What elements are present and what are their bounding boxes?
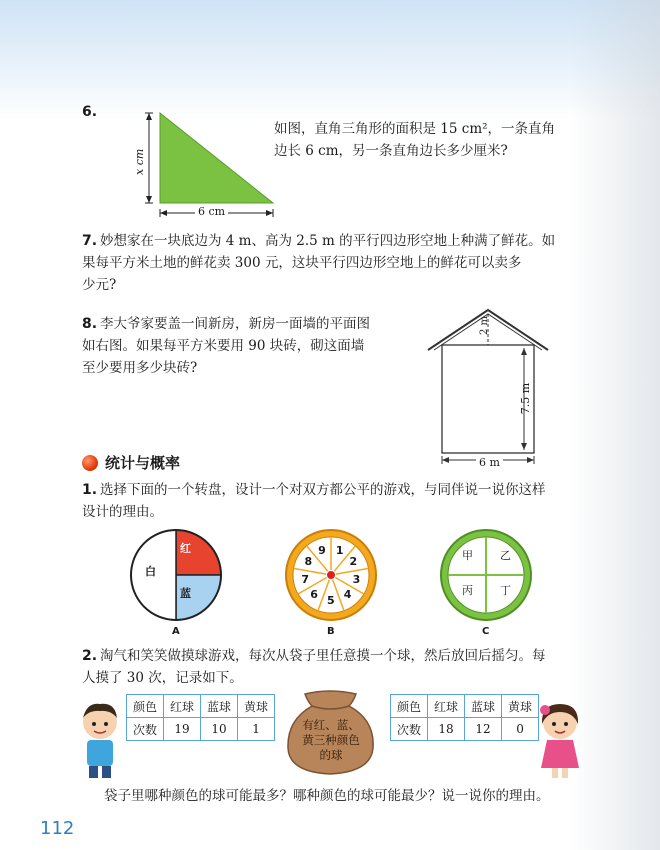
table-cell: 18	[428, 718, 465, 741]
section-bullet-icon	[82, 455, 98, 471]
s1-line2: 设计的理由。	[82, 504, 163, 520]
table-cell: 1	[238, 718, 275, 741]
spinner-c-caption: C	[482, 626, 490, 637]
q7-line1: 妙想家在一块底边为 4 m、高为 2.5 m 的平行四边形空地上种满了鲜花。如	[100, 233, 556, 249]
q7-number: 7.	[82, 233, 98, 249]
right-triangle	[160, 113, 273, 203]
spinner-c-q3: 丙	[462, 584, 473, 597]
table-cell: 黄球	[238, 695, 275, 718]
table-cell: 红球	[164, 695, 201, 718]
table-cell: 次数	[391, 718, 428, 741]
table-cell: 颜色	[127, 695, 164, 718]
spinner-c-q2: 乙	[500, 549, 511, 562]
spinner-b-numbers	[283, 527, 379, 623]
spinner-b-number: 1	[335, 543, 344, 557]
bag-caption	[298, 718, 364, 763]
q6-label-x: x cm	[133, 148, 146, 175]
q8-label-width: 6 m	[476, 456, 503, 469]
spinner-b-number: 5	[327, 594, 335, 607]
table-cell: 12	[465, 718, 502, 741]
table-cell: 蓝球	[201, 695, 238, 718]
q8-number: 8.	[82, 316, 98, 332]
table-cell: 次数	[127, 718, 164, 741]
table-cell: 黄球	[502, 695, 539, 718]
page-number: 112	[40, 818, 75, 839]
spinner-a-white-label: 白	[145, 565, 156, 578]
spinner-b-number: 6	[310, 587, 318, 601]
q6-label-base: 6 cm	[195, 205, 228, 218]
q6-text-line2: 边长 6 cm，另一条直角边长多少厘米?	[274, 143, 508, 159]
q6-text-line1: 如图，直角三角形的面积是 15 cm²，一条直角	[274, 121, 556, 137]
table-cell: 红球	[428, 695, 465, 718]
q8-house-figure	[420, 300, 570, 470]
spinner-a-blue-label: 蓝	[180, 587, 191, 600]
q8-label-height: 7.5 m	[519, 382, 533, 415]
spinner-b-number: 4	[343, 587, 352, 601]
q6-number: 6.	[82, 104, 98, 120]
table-row	[127, 695, 275, 718]
q8-line3: 至少要用多少块砖?	[82, 360, 198, 376]
section-title: 统计与概率	[105, 454, 181, 472]
spinner-c-q1: 甲	[462, 549, 473, 562]
q8-line1: 李大爷家要盖一间新房，新房一面墙的平面图	[100, 316, 370, 332]
s1-line1: 选择下面的一个转盘，设计一个对双方都公平的游戏，与同伴说一说你这样	[100, 482, 546, 498]
q8-line2: 如右图。如果每平方米要用 90 块砖，砌这面墙	[82, 338, 365, 354]
s2-question: 袋子里哪种颜色的球可能最多？哪种颜色的球可能最少？说一说你的理由。	[104, 788, 550, 804]
table-cell: 蓝球	[465, 695, 502, 718]
table-cell: 颜色	[391, 695, 428, 718]
spinner-c-q4: 丁	[500, 584, 511, 597]
record-table-left	[126, 694, 275, 741]
s2-number: 2.	[82, 648, 98, 664]
q7-line3: 少元?	[82, 277, 117, 293]
spinner-b-number: 3	[352, 572, 361, 586]
s2-line1: 淘气和笑笑做摸球游戏，每次从袋子里任意摸一个球，然后放回后摇匀。每	[100, 648, 546, 664]
table-row	[127, 718, 275, 741]
table-row	[391, 718, 539, 741]
table-cell: 10	[201, 718, 238, 741]
table-row	[391, 695, 539, 718]
spinner-a-caption: A	[172, 626, 180, 637]
boy-character-icon	[75, 700, 125, 780]
bag-caption-line2: 黄三种颜色	[302, 733, 360, 747]
spinner-a-red-label: 红	[180, 542, 191, 555]
record-table-right	[390, 694, 539, 741]
bag-caption-line1: 有红、蓝、	[302, 718, 360, 732]
q8-label-roof: 2 m	[479, 315, 491, 336]
spinner-c	[438, 527, 534, 623]
spinner-b-caption: B	[327, 626, 335, 637]
spinner-a	[128, 527, 224, 623]
spinner-b-number: 8	[304, 555, 313, 568]
girl-character-icon	[535, 700, 585, 780]
s1-number: 1.	[82, 482, 98, 498]
spinner-b-number: 2	[349, 555, 358, 568]
spinner-b-number: 7	[301, 572, 310, 586]
bag-caption-line3: 的球	[319, 748, 343, 762]
table-cell: 19	[164, 718, 201, 741]
s2-line2: 人摸了 30 次，记录如下。	[82, 670, 243, 686]
table-cell: 0	[502, 718, 539, 741]
q7-line2: 果每平方米土地的鲜花卖 300 元，这块平行四边形空地上的鲜花可以卖多	[82, 255, 522, 271]
spinner-b-number: 9	[318, 543, 326, 557]
